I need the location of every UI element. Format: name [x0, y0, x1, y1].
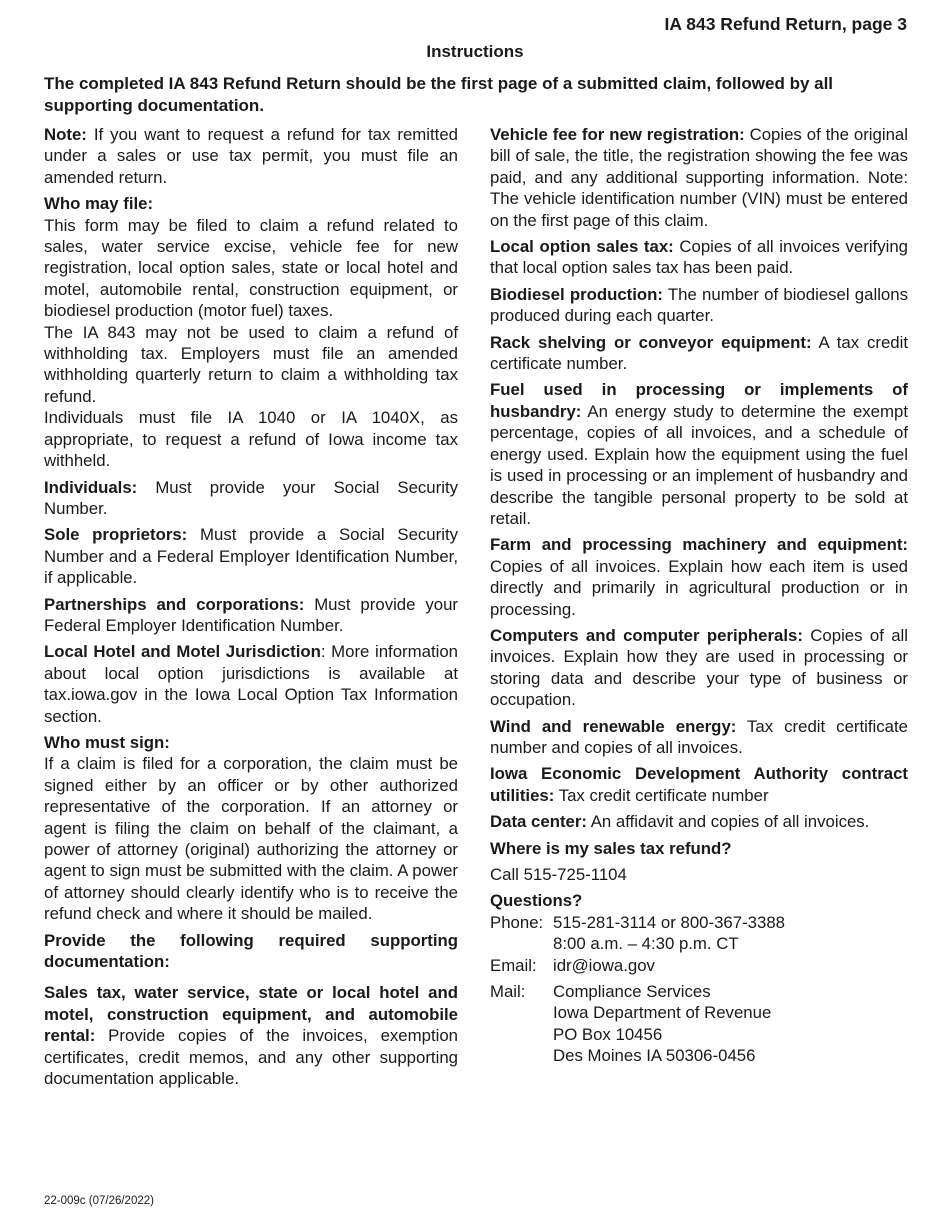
wind-paragraph — [490, 716, 908, 759]
email-label: Email: — [490, 955, 537, 975]
iowa-econ-text: Tax credit certificate number — [554, 785, 769, 805]
page-title: Instructions — [426, 42, 524, 61]
sales-tax-paragraph — [44, 982, 458, 1089]
who-may-file-para2: The IA 843 may not be used to claim a refund of withholding tax. Employers must file an amended withholding quarterly return to claim a withholding tax refund. — [44, 322, 458, 406]
who-may-file-para1: This form may be filed to claim a refund related to sales, water service excise, vehicle fee for new registration, local option sales, state or local hotel and motel, automobile rental, construction equipment, or biodiesel production (motor fuel) taxes. — [44, 215, 458, 321]
fuel-used-text: An energy study to determine the exempt percentage, copies of all invoices, and a schedule of energy used. Explain how the equipment using the fuel is used in processing or an implement of husbandry and describe the tangible personal property to be sold at retail. — [490, 401, 908, 528]
questions-heading: Questions? — [490, 891, 583, 911]
iowa-econ-label: Iowa Economic Development Authority contract utilities: — [490, 764, 908, 805]
vehicle-fee-paragraph — [490, 124, 908, 231]
local-hotel-text: : More information about local option jurisdictions is available at tax.iowa.gov in the Iowa Local Option Tax Information section. — [44, 642, 458, 726]
sales-tax-text: Provide copies of the invoices, exemption certificates, credit memos, and any other supporting documentation applicable. — [44, 1026, 458, 1089]
required-docs-heading: Provide the following required supporting documentation: — [44, 930, 458, 972]
sole-proprietors-paragraph — [44, 524, 458, 588]
where-refund-heading: Where is my sales tax refund? — [490, 838, 732, 858]
vehicle-fee-text: Copies of the original bill of sale, the title, the registration showing the fee was paid, and any additional supporting information. Note: The vehicle identification number (VIN) must be entered on the first page of this claim. — [490, 125, 908, 230]
farm-machinery-text: Copies of all invoices. Explain how each item is used directly and primarily in agricultural production or in processing. — [490, 556, 908, 619]
mail-block — [490, 981, 908, 1067]
mail-line: Des Moines IA 50306-0456 — [553, 1046, 756, 1066]
partnerships-paragraph — [44, 594, 458, 637]
local-option-label: Local option sales tax: — [490, 237, 674, 257]
wind-text: Tax credit certificate number and copies of all invoices. — [490, 716, 908, 757]
note-text: If you want to request a refund for tax remitted under a sales or use tax permit, you must file an amended return. — [44, 125, 458, 187]
computers-text: Copies of all invoices. Explain how they are used in processing or storing data and describe your type of business or occupation. — [490, 625, 908, 710]
fuel-used-label: Fuel used in processing or implements of husbandry: — [490, 380, 908, 421]
individuals-label: Individuals: — [44, 477, 138, 497]
who-may-file-para3: Individuals must file IA 1040 or IA 1040X, as appropriate, to request a refund of Iowa income tax withheld. — [44, 408, 458, 471]
rack-shelving-label: Rack shelving or conveyor equipment: — [490, 332, 812, 352]
vehicle-fee-label: Vehicle fee for new registration: — [490, 125, 745, 144]
computers-paragraph — [490, 625, 908, 711]
local-hotel-label: Local Hotel and Motel Jurisdiction — [44, 642, 321, 662]
page-header: IA 843 Refund Return, page 3 — [664, 14, 907, 34]
local-hotel-paragraph — [44, 641, 458, 727]
biodiesel-paragraph — [490, 284, 908, 327]
individuals-paragraph — [44, 477, 458, 520]
left-column — [44, 124, 458, 1094]
phone-label: Phone: — [490, 912, 544, 932]
partnerships-label: Partnerships and corporations: — [44, 594, 305, 614]
who-may-file-heading: Who may file: — [44, 194, 154, 214]
mail-label: Mail: — [490, 982, 526, 1002]
note-paragraph — [44, 124, 458, 188]
sole-proprietors-text: Must provide a Social Security Number and a Federal Employer Identification Number, if applicable. — [44, 525, 459, 588]
sole-proprietors-label: Sole proprietors: — [44, 525, 188, 545]
email-address: idr@iowa.gov — [553, 955, 655, 975]
email-block — [490, 955, 908, 976]
fuel-used-paragraph — [490, 379, 908, 529]
who-must-sign-text: If a claim is filed for a corporation, the claim must be signed either by an officer or by other authorized representative of the corporation. If an attorney or agent is filing the claim on behalf of the claimant, a power of attorney (original) authorizing the attorney or agent to sign must be submitted with the claim. A power of attorney should clearly identify who is to receive the refund check and where it should be mailed. — [44, 754, 458, 924]
who-must-sign-heading: Who must sign: — [44, 732, 170, 752]
data-center-text: An affidavit and copies of all invoices. — [587, 812, 870, 832]
where-refund-text: Call 515-725-1104 — [490, 865, 627, 884]
mail-line: Iowa Department of Revenue — [553, 1003, 772, 1023]
farm-machinery-paragraph — [490, 534, 908, 620]
individuals-text: Must provide your Social Security Number. — [44, 477, 458, 518]
lead-paragraph: The completed IA 843 Refund Return should be the first page of a submitted claim, followed by all supporting documentation. — [44, 74, 834, 115]
wind-label: Wind and renewable energy: — [490, 716, 737, 736]
phone-numbers: 515-281-3114 or 800-367-3388 — [553, 912, 786, 932]
office-hours: 8:00 a.m. – 4:30 p.m. CT — [553, 934, 739, 954]
local-option-text: Copies of all invoices verifying that local option sales tax has been paid. — [490, 237, 908, 278]
note-label: Note: — [44, 125, 87, 144]
data-center-paragraph — [490, 811, 908, 832]
right-column — [490, 124, 908, 1067]
partnerships-text: Must provide your Federal Employer Identification Number. — [44, 594, 458, 635]
mail-line: PO Box 10456 — [553, 1024, 663, 1044]
computers-label: Computers and computer peripherals: — [490, 625, 803, 645]
phone-block — [490, 912, 908, 955]
iowa-econ-paragraph — [490, 763, 908, 806]
form-number-footer: 22-009c (07/26/2022) — [44, 1195, 154, 1207]
mail-line: Compliance Services — [553, 982, 711, 1002]
rack-shelving-paragraph — [490, 332, 908, 375]
farm-machinery-label: Farm and processing machinery and equipment: — [490, 535, 908, 555]
rack-shelving-text: A tax credit certificate number. — [490, 332, 909, 374]
biodiesel-text: The number of biodiesel gallons produced during each quarter. — [490, 284, 908, 326]
data-center-label: Data center: — [490, 812, 587, 832]
local-option-paragraph — [490, 236, 908, 279]
biodiesel-label: Biodiesel production: — [490, 284, 664, 304]
sales-tax-label: Sales tax, water service, state or local hotel and motel, construction equipment, and automobile rental: — [44, 983, 458, 1046]
